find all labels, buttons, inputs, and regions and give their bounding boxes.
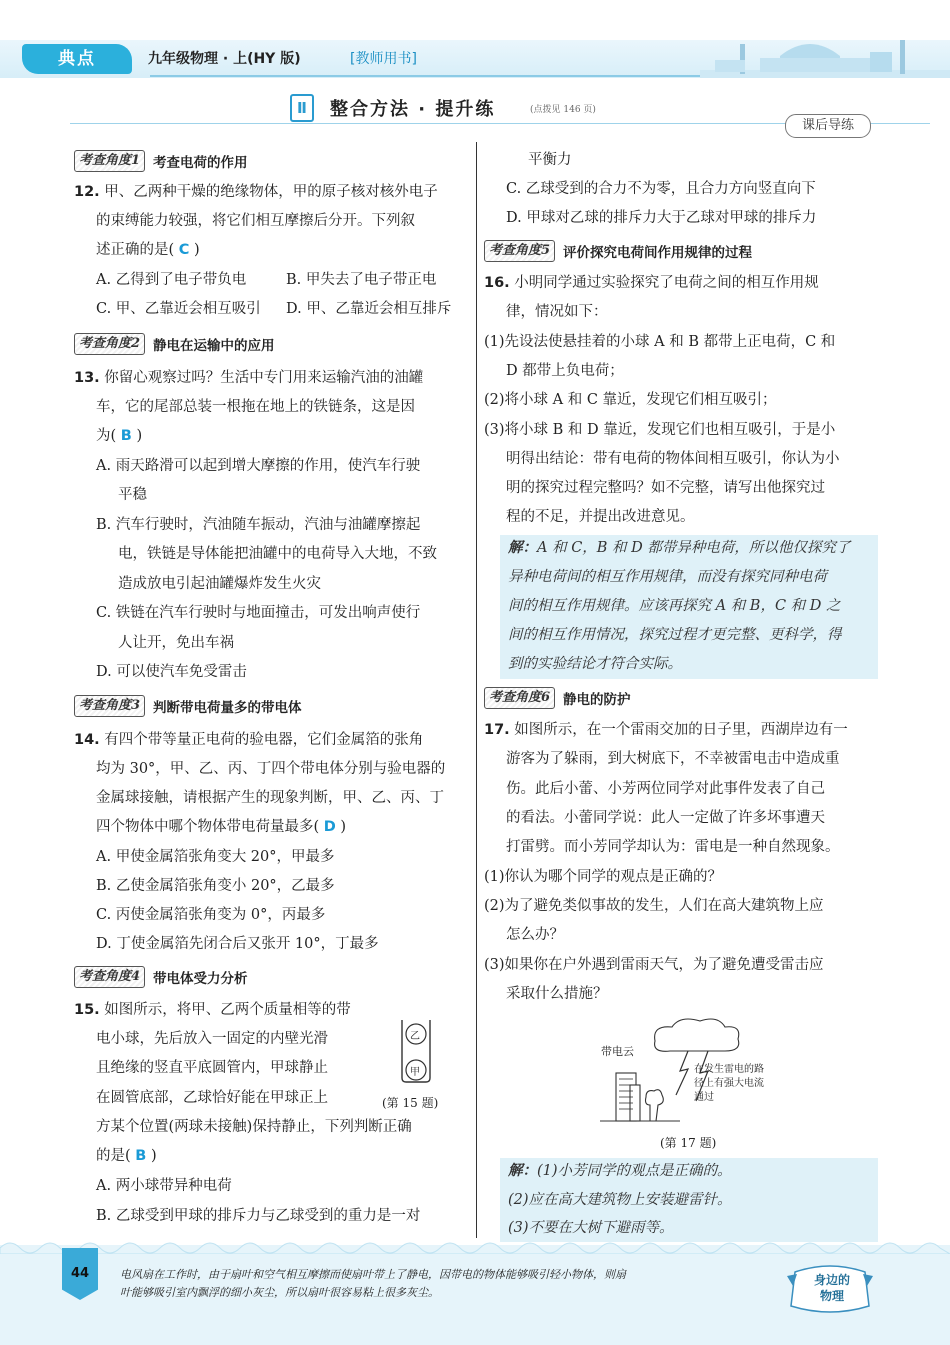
q16-solution-1: 解：A 和 C，B 和 D 都带异种电荷，所以他仅探究了 <box>508 540 851 556</box>
q14-option-a: A. 甲使金属箔张角变大 20°，甲最多 <box>96 849 335 865</box>
after-class-badge: 课后导练 <box>785 114 871 138</box>
q12-option-c: C. 甲、乙靠近会相互吸引 <box>96 301 261 317</box>
q15-figure-caption: (第 15 题) <box>382 1096 439 1110</box>
q13-option-c-1: C. 铁链在汽车行驶时与地面撞击，可发出响声使行 <box>96 605 421 621</box>
q13-answer: B <box>120 428 132 444</box>
q17-line-2: 游客为了躲雨，到大树底下，不幸被雷电击中造成重 <box>506 751 840 767</box>
q12-answer: C <box>178 242 190 258</box>
q16-line-1: 16. 小明同学通过实验探究了电荷之间的相互作用规 <box>484 275 819 291</box>
tag-title: 静电在运输中的应用 <box>153 338 275 354</box>
teacher-edition-tag: [教师用书] <box>350 51 417 67</box>
q16-solution-4: 间的相互作用情况，探究过程才更完整、更科学，得 <box>508 627 842 643</box>
q12-option-d: D. 甲、乙靠近会相互排斥 <box>286 301 452 317</box>
q13-option-b-2: 电，铁链是导体能把油罐中的电荷导入大地，不致 <box>118 546 437 562</box>
q17-line-3: 伤。此后小蕾、小芳两位同学对此事件发表了自己 <box>506 781 825 797</box>
brand-logo: 典点 <box>22 44 132 74</box>
q15-option-b-1: B. 乙球受到甲球的排斥力与乙球受到的重力是一对 <box>96 1208 421 1224</box>
q16-step-1a: (1)先设法使悬挂着的小球 A 和 B 都带上正电荷，C 和 <box>484 334 836 350</box>
tag-label: 考查角度4 <box>74 966 145 988</box>
tag-label: 考查角度5 <box>484 240 555 262</box>
q13-option-a-2: 平稳 <box>118 487 147 503</box>
q15-line-3: 且绝缘的竖直平底圆管内，甲球静止 <box>96 1060 328 1076</box>
q17-sub-3a: (3)如果你在户外遇到雷雨天气，为了避免遭受雷击应 <box>484 957 824 973</box>
tag-angle-4 <box>74 966 248 988</box>
q15-line-1: 15. 如图所示，将甲、乙两个质量相等的带 <box>74 1002 351 1018</box>
q16-step-3c: 明的探究过程完整吗？如不完整，请写出他探究过 <box>506 480 825 496</box>
q16-step-3b: 明得出结论：带有电荷的物体间相互吸引，你认为小 <box>506 451 840 467</box>
q13-option-c-2: 人让开，免出车祸 <box>118 635 234 651</box>
badge-text-2: 物理 <box>819 1289 844 1303</box>
q15-option-b-2: 平衡力 <box>528 152 572 168</box>
tag-angle-6 <box>484 687 631 709</box>
q12-line-3: 述正确的是( C ) <box>96 242 200 258</box>
q16-solution-3: 间的相互作用规律。应该再探究 A 和 B，C 和 D 之 <box>508 598 841 614</box>
q15-option-a: A. 两小球带异种电荷 <box>96 1178 232 1194</box>
q13-option-a-1: A. 雨天路滑可以起到增大摩擦的作用，使汽车行驶 <box>96 458 421 474</box>
tag-angle-2 <box>74 333 275 355</box>
q14-option-b: B. 乙使金属箔张角变小 20°，乙最多 <box>96 878 335 894</box>
section-hint: (点拨见 146 页) <box>530 105 596 115</box>
tag-title: 带电体受力分析 <box>153 971 248 987</box>
ball-bottom-label: 甲 <box>410 1067 420 1078</box>
q14-line-2: 均为 30°，甲、乙、丙、丁四个带电体分别与验电器的 <box>96 761 446 777</box>
tag-angle-3 <box>74 695 302 717</box>
q17-line-4: 的看法。小蕾同学说：此人一定做了许多坏事遭天 <box>506 810 825 826</box>
skyline-illustration <box>700 30 950 78</box>
q16-step-1b: D 都带上负电荷； <box>506 363 624 379</box>
q15-line-5: 方某个位置(两球未接触)保持静止，下列判断正确 <box>96 1119 412 1135</box>
tag-label: 考查角度6 <box>484 687 555 709</box>
q15-line-6: 的是( B ) <box>96 1148 157 1164</box>
tag-title: 评价探究电荷间作用规律的过程 <box>563 245 753 261</box>
q15-answer: B <box>135 1148 147 1164</box>
tag-label: 考查角度3 <box>74 695 145 717</box>
ball-top-label: 乙 <box>410 1031 420 1042</box>
figure-cloud-label: 带电云 <box>601 1045 634 1058</box>
q16-line-2: 律，情况如下： <box>506 304 608 320</box>
q14-line-3: 金属球接触，请根据产生的现象判断，甲、乙、丙、丁 <box>96 790 444 806</box>
q14-option-c: C. 丙使金属箔张角变为 0°，丙最多 <box>96 907 326 923</box>
tag-angle-5 <box>484 240 752 262</box>
q17-solution-3: (3)不要在大树下避雨等。 <box>508 1220 674 1236</box>
footer-note-line-1: 电风扇在工作时，由于扇叶和空气相互摩擦而使扇叶带上了静电，因带电的物体能够吸引轻小物体，则扇 <box>120 1268 626 1281</box>
q17-sub-2a: (2)为了避免类似事故的发生，人们在高大建筑物上应 <box>484 898 824 914</box>
section-roman-badge: Ⅱ <box>290 94 314 122</box>
q13-option-b-1: B. 汽车行驶时，汽油随车振动，汽油与油罐摩擦起 <box>96 517 421 533</box>
q15-option-c: C. 乙球受到的合力不为零，且合力方向竖直向下 <box>506 181 816 197</box>
q12-line-2: 的束缚能力较强，将它们相互摩擦后分开。下列叙 <box>96 213 415 229</box>
q13-option-d: D. 可以使汽车免受雷击 <box>96 664 247 680</box>
q15-option-d: D. 甲球对乙球的排斥力大于乙球对甲球的排斥力 <box>506 210 817 226</box>
q12-option-b: B. 甲失去了电子带正电 <box>286 272 437 288</box>
q15-line-2: 电小球，先后放入一固定的内壁光滑 <box>96 1031 328 1047</box>
q16-solution-2: 异种电荷间的相互作用规律，而没有探究同种电荷 <box>508 569 827 585</box>
tag-label: 考查角度1 <box>74 150 145 172</box>
q17-sub-2b: 怎么办？ <box>506 927 564 943</box>
footer-wave-edge <box>0 1238 950 1254</box>
page-number: 44 <box>70 1266 90 1281</box>
tag-title: 判断带电荷量多的带电体 <box>153 700 302 716</box>
q12-line-1: 12. 甲、乙两种干燥的绝缘物体，甲的原子核对核外电子 <box>74 184 438 200</box>
q12-option-a: A. 乙得到了电子带负电 <box>96 272 247 288</box>
figure-note: 在发生雷电的路 径上有强大电流 通过 <box>694 1064 764 1103</box>
q16-step-2: (2)将小球 A 和 C 靠近，发现它们相互吸引； <box>484 392 777 408</box>
book-title: 九年级物理 · 上(HY 版) <box>148 51 301 67</box>
badge-text-1: 身边的 <box>813 1273 850 1287</box>
q14-line-1: 14. 有四个带等量正电荷的验电器，它们金属箔的张角 <box>74 732 424 748</box>
q17-line-1: 17. 如图所示，在一个雷雨交加的日子里，西湖岸边有一 <box>484 722 848 738</box>
column-divider <box>476 142 477 1238</box>
q15-line-4: 在圆管底部，乙球恰好能在甲球正上 <box>96 1090 328 1106</box>
q14-answer: D <box>323 819 336 835</box>
q13-option-b-3: 造成放电引起油罐爆炸发生火灾 <box>118 576 321 592</box>
q16-solution-5: 到的实验结论才符合实际。 <box>508 656 682 672</box>
q13-line-3: 为( B ) <box>96 428 143 444</box>
footer-note-line-2: 叶能够吸引室内飘浮的细小灰尘，所以扇叶很容易粘上很多灰尘。 <box>120 1286 439 1299</box>
q17-sub-3b: 采取什么措施？ <box>506 986 608 1002</box>
q13-line-2: 车，它的尾部总装一根拖在地上的铁链条，这是因 <box>96 399 415 415</box>
q17-figure-caption: (第 17 题) <box>660 1136 717 1150</box>
q14-option-d: D. 丁使金属箔先闭合后又张开 10°，丁最多 <box>96 936 379 952</box>
tag-title: 考查电荷的作用 <box>153 155 248 171</box>
tag-label: 考查角度2 <box>74 333 145 355</box>
q17-solution-2: (2)应在高大建筑物上安装避雷针。 <box>508 1192 732 1208</box>
tag-title: 静电的防护 <box>563 692 631 708</box>
q14-line-4: 四个物体中哪个物体带电荷量最多( D ) <box>96 819 347 835</box>
q17-sub-1: (1)你认为哪个同学的观点是正确的？ <box>484 869 723 885</box>
q16-step-3a: (3)将小球 B 和 D 靠近，发现它们也相互吸引，于是小 <box>484 422 836 438</box>
q13-line-1: 13. 你留心观察过吗？生活中专门用来运输汽油的油罐 <box>74 370 424 386</box>
q17-line-5: 打雷劈。而小芳同学却认为：雷电是一种自然现象。 <box>506 839 840 855</box>
tag-angle-1 <box>74 150 248 172</box>
q17-solution-1: 解：(1)小芳同学的观点是正确的。 <box>508 1163 732 1179</box>
section-title: 整合方法 · 提升练 <box>330 99 496 120</box>
q16-step-3d: 程的不足，并提出改进意见。 <box>506 509 695 525</box>
